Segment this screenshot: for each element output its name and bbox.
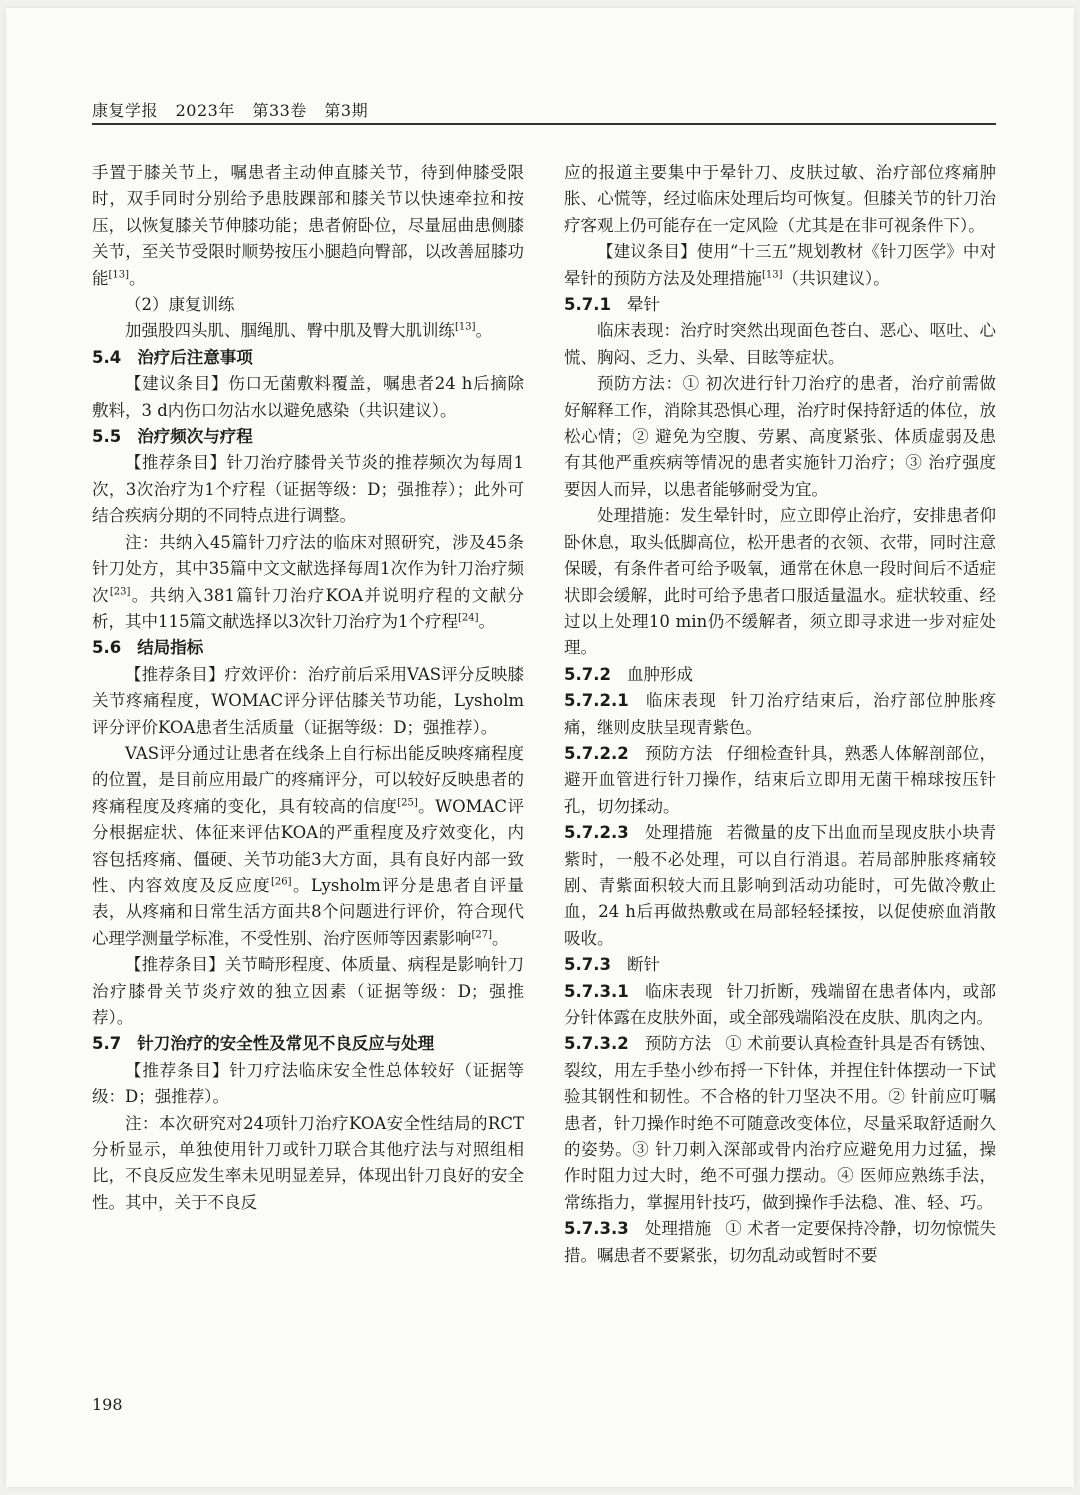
paragraph: 应的报道主要集中于晕针刀、皮肤过敏、治疗部位疼痛肿胀、心慌等，经过临床处理后均可恢复。但膝关节的针刀治疗客观上仍可能存在一定风险（尤其是在非可视条件下）。 (564, 163, 996, 235)
left-column (92, 160, 524, 1216)
citation: [13] (762, 269, 783, 281)
paragraph: 【推荐条目】针刀疗法临床安全性总体较好（证据等级：D；强推荐）。 (92, 1060, 524, 1107)
journal-volume: 第33卷 (252, 101, 307, 120)
citation: [25] (397, 797, 418, 809)
paragraph: 注：共纳入45篇针刀疗法的临床对照研究，涉及45条针刀处方，其中35篇中文文献选择每周1次作为针刀治疗频次[23]。共纳入381篇针刀治疗KOA并说明疗程的文献分析，其中115篇文献选择以3次针刀治疗为1个疗程[24]。 (92, 532, 524, 631)
subsection: 5.7.3.1 临床表现 针刀折断，残端留在患者体内，或部分针体露在皮肤外面，或全部残端陷没在皮肤、肌肉之内。 (564, 981, 997, 1027)
paragraph: 【建议条目】伤口无菌敷料覆盖，嘱患者24 h后摘除敷料，3 d内伤口勿沾水以避免感染（共识建议）。 (92, 374, 524, 420)
citation: [27] (471, 929, 493, 941)
paragraph: 手置于膝关节上，嘱患者主动伸直膝关节，待到伸膝受限时，双手同时分别给予患肢踝部和膝关节以快速牵拉和按压，以恢复膝关节伸膝功能；患者俯卧位，尽量屈曲患侧膝关节，至关节受限时顺势按压小腿趋向臀部，以改善屈膝功能[13]。 (92, 163, 524, 288)
right-column (564, 160, 996, 1269)
section-heading: 5.4 治疗后注意事项 (92, 347, 253, 367)
paragraph: 【建议条目】使用“十三五”规划教材《针刀医学》中对晕针的预防方法及处理措施[13]（共识建议）。 (564, 242, 996, 288)
page-number: 198 (92, 1395, 123, 1414)
subsection: 5.7.3.3 处理措施 ① 术者一定要保持冷静，切勿惊慌失措。嘱患者不要紧张，切勿乱动或暂时不要 (564, 1219, 996, 1265)
citation: [13] (455, 321, 476, 333)
paragraph: 预防方法：① 初次进行针刀治疗的患者，治疗前需做好解释工作，消除其恐惧心理，治疗时保持舒适的体位，放松心情；② 避免为空腹、劳累、高度紧张、体质虚弱及患有其他严重疾病等情况的患者实施针刀治疗；③ 治疗强度要因人而异，以患者能够耐受为宜。 (564, 374, 996, 499)
section-heading: 5.7 针刀治疗的安全性及常见不良反应与处理 (92, 1034, 435, 1054)
citation: [13] (108, 269, 130, 281)
running-header (92, 98, 380, 121)
paragraph: 【推荐条目】针刀治疗膝骨关节炎的推荐频次为每周1次，3次治疗为1个疗程（证据等级：D；强推荐）；此外可结合疾病分期的不同特点进行调整。 (92, 453, 524, 526)
section-heading: 5.7.2 血肿形成 (564, 664, 693, 684)
paragraph: 注：本次研究对24项针刀治疗KOA安全性结局的RCT分析显示，单独使用针刀或针刀联合其他疗法与对照组相比，不良反应发生率未见明显差异，体现出针刀良好的安全性。其中，关于不良反 (92, 1113, 524, 1212)
section-heading: 5.6 结局指标 (92, 638, 204, 658)
paragraph: VAS评分通过让患者在线条上自行标出能反映疼痛程度的位置，是目前应用最广的疼痛评分，可以较好反映患者的疼痛程度及疼痛的变化，具有较高的信度[25]。WOMAC评分根据症状、体征来评估KOA的严重程度及疗效变化，内容包括疼痛、僵硬、关节功能3大方面，具有良好内部一致性、内容效度及反应度[26]。Lysholm评分是患者自评量表，从疼痛和日常生活方面共8个问题进行评价，符合现代心理学测量学标准，不受性别、治疗医师等因素影响[27]。 (92, 743, 525, 948)
citation: [24] (458, 612, 479, 624)
section-heading: 5.7.3 断针 (564, 955, 660, 975)
subsection: 5.7.2.3 处理措施 若微量的皮下出血而呈现皮肤小块青紫时，一般不必处理，可以自行消退。若局部肿胀疼痛较剧、青紫面积较大而且影响到活动功能时，可先做冷敷止血，24 h后再做热敷或在局部轻轻揉按，以促使瘀血消散吸收。 (564, 823, 997, 948)
paragraph: 临床表现：治疗时突然出现面色苍白、恶心、呕吐、心慌、胸闷、乏力、头晕、目眩等症状。 (564, 321, 996, 367)
section-heading: 5.5 治疗频次与疗程 (92, 427, 253, 447)
journal-page (6, 8, 1074, 1487)
journal-issue: 第3期 (324, 101, 369, 120)
header-rule (92, 123, 996, 125)
journal-name: 康复学报 (92, 101, 159, 120)
paragraph: 【推荐条目】疗效评价：治疗前后采用VAS评分反映膝关节疼痛程度，WOMAC评分评估膝关节功能，Lysholm评分评价KOA患者生活质量（证据等级：D；强推荐）。 (92, 664, 524, 737)
citation: [23] (109, 586, 131, 597)
paragraph: 【推荐条目】关节畸形程度、体质量、病程是影响针刀治疗膝骨关节炎疗效的独立因素（证据等级：D；强推荐）。 (92, 955, 524, 1027)
subsection: 5.7.2.1 临床表现 针刀治疗结束后，治疗部位肿胀疼痛，继则皮肤呈现青紫色。 (564, 691, 997, 737)
journal-year: 2023年 (175, 101, 235, 120)
paragraph: 加强股四头肌、腘绳肌、臀中肌及臀大肌训练[13]。 (125, 321, 493, 341)
subsection: 5.7.2.2 预防方法 仔细检查针具，熟悉人体解剖部位，避开血管进行针刀操作，结束后立即用无菌干棉球按压针孔，切勿揉动。 (564, 743, 997, 816)
paragraph: 处理措施：发生晕针时，应立即停止治疗，安排患者仰卧休息，取头低脚高位，松开患者的衣领、衣带，同时注意保暖，有条件者可给予吸氧，通常在休息一段时间后不适症状即会缓解，此时可给予患者口服适量温水。症状较重、经过以上处理10 min仍不缓解者，须立即寻求进一步对症处理。 (564, 506, 996, 658)
subsection: 5.7.3.2 预防方法 ① 术前要认真检查针具是否有锈蚀、裂纹，用左手垫小纱布捋一下针体，并捏住针体摆动一下试验其钢性和韧性。不合格的针刀坚决不用。② 针前应叮嘱患者，针刀操作时绝不可随意改变体位，尽量采取舒适耐久的姿势。③ 针刀刺入深部或骨内治疗应避免用力过猛，操作时阻力过大时，绝不可强力摆动。④ 医师应熟练手法，常练指力，掌握用针技巧，做到操作手法稳、准、轻、巧。 (564, 1034, 996, 1212)
citation: [26] (271, 876, 292, 888)
paragraph: （2）康复训练 (125, 295, 235, 315)
section-heading: 5.7.1 晕针 (564, 295, 660, 315)
